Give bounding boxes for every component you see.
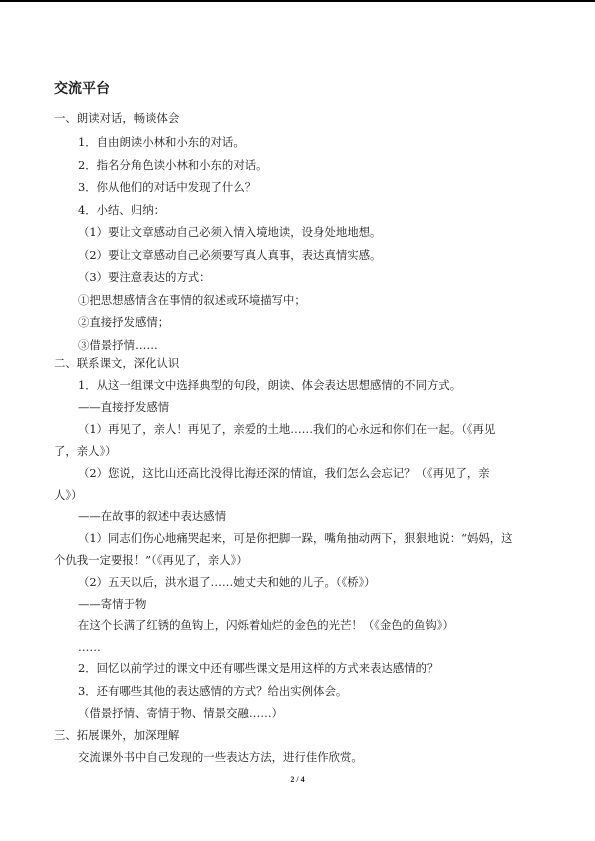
example-narrative-1b: 个仇我一定要报！”（《再见了，亲人》）: [54, 553, 248, 567]
example-narrative-2: （2）五天以后，洪水退了……她丈夫和她的儿子。（《桥》）: [78, 575, 376, 589]
summary-3: （3）要注意表达的方式：: [78, 270, 211, 284]
heading-3: 三、拓展课外，加深理解: [54, 728, 180, 742]
subhead-narrative: ——在故事的叙述中表达感情: [78, 509, 227, 523]
method-2: ②直接抒发感情；: [78, 315, 170, 329]
example-direct-2a: （2）您说，这比山还高比没得比海还深的情谊，我们怎么会忘记？（《再见了，亲: [78, 466, 490, 480]
heading-2: 二、联系课文，深化认识: [54, 356, 180, 370]
example-direct-2b: 人》）: [54, 488, 83, 502]
example-narrative-1a: （1）同志们伤心地痛哭起来，可是你把脚一跺，嘴角抽动两下，狠狠地说：“妈妈，这: [78, 531, 513, 545]
item-1-3: 3．你从他们的对话中发现了什么？: [78, 180, 257, 194]
item-3-1: 交流课外书中自己发现的一些表达方法，进行佳作欣赏。: [78, 750, 363, 764]
subhead-object: ——寄情于物: [78, 597, 147, 611]
method-1: ①把思想感情含在事情的叙述或环境描写中；: [78, 293, 306, 307]
example-direct-1a: （1）再见了，亲人！再见了，亲爱的土地……我们的心永远和你们在一起。（《再见: [78, 422, 496, 436]
item-1-2: 2．指名分角色读小林和小东的对话。: [78, 158, 268, 172]
subhead-direct: ——直接抒发感情: [78, 400, 170, 414]
ellipsis: ……: [78, 640, 101, 654]
item-2-3: 3．还有哪些其他的表达感情的方式？给出实例体会。: [78, 684, 348, 698]
summary-1: （1）要让文章感动自己必须入情入境地读，设身处地地想。: [78, 225, 382, 239]
item-2-2: 2．回忆以前学过的课文中还有哪些课文是用这样的方式来表达感情的？: [78, 661, 439, 675]
example-direct-1b: 了，亲人》）: [54, 444, 117, 458]
example-object-1: 在这个长满了红锈的鱼钩上，闪烁着灿烂的金色的光芒！（《金色的鱼钩》）: [78, 618, 454, 632]
summary-2: （2）要让文章感动自己必须要写真人真事，表达真情实感。: [78, 248, 382, 262]
page-number: 2 / 4: [290, 775, 305, 784]
method-3: ③借景抒情……: [78, 338, 158, 352]
item-2-1: 1．从这一组课文中选择典型的句段，朗读、体会表达思想感情的不同方式。: [78, 378, 462, 392]
item-1-4: 4．小结、归纳：: [78, 203, 165, 217]
item-1-1: 1．自由朗读小林和小东的对话。: [78, 135, 245, 149]
section-title: 交流平台: [54, 81, 110, 97]
header-rule: [0, 0, 595, 2]
item-2-3-answer: （借景抒情、寄情于物、情景交融……）: [78, 706, 284, 720]
heading-1: 一、朗读对话，畅谈体会: [54, 111, 180, 125]
